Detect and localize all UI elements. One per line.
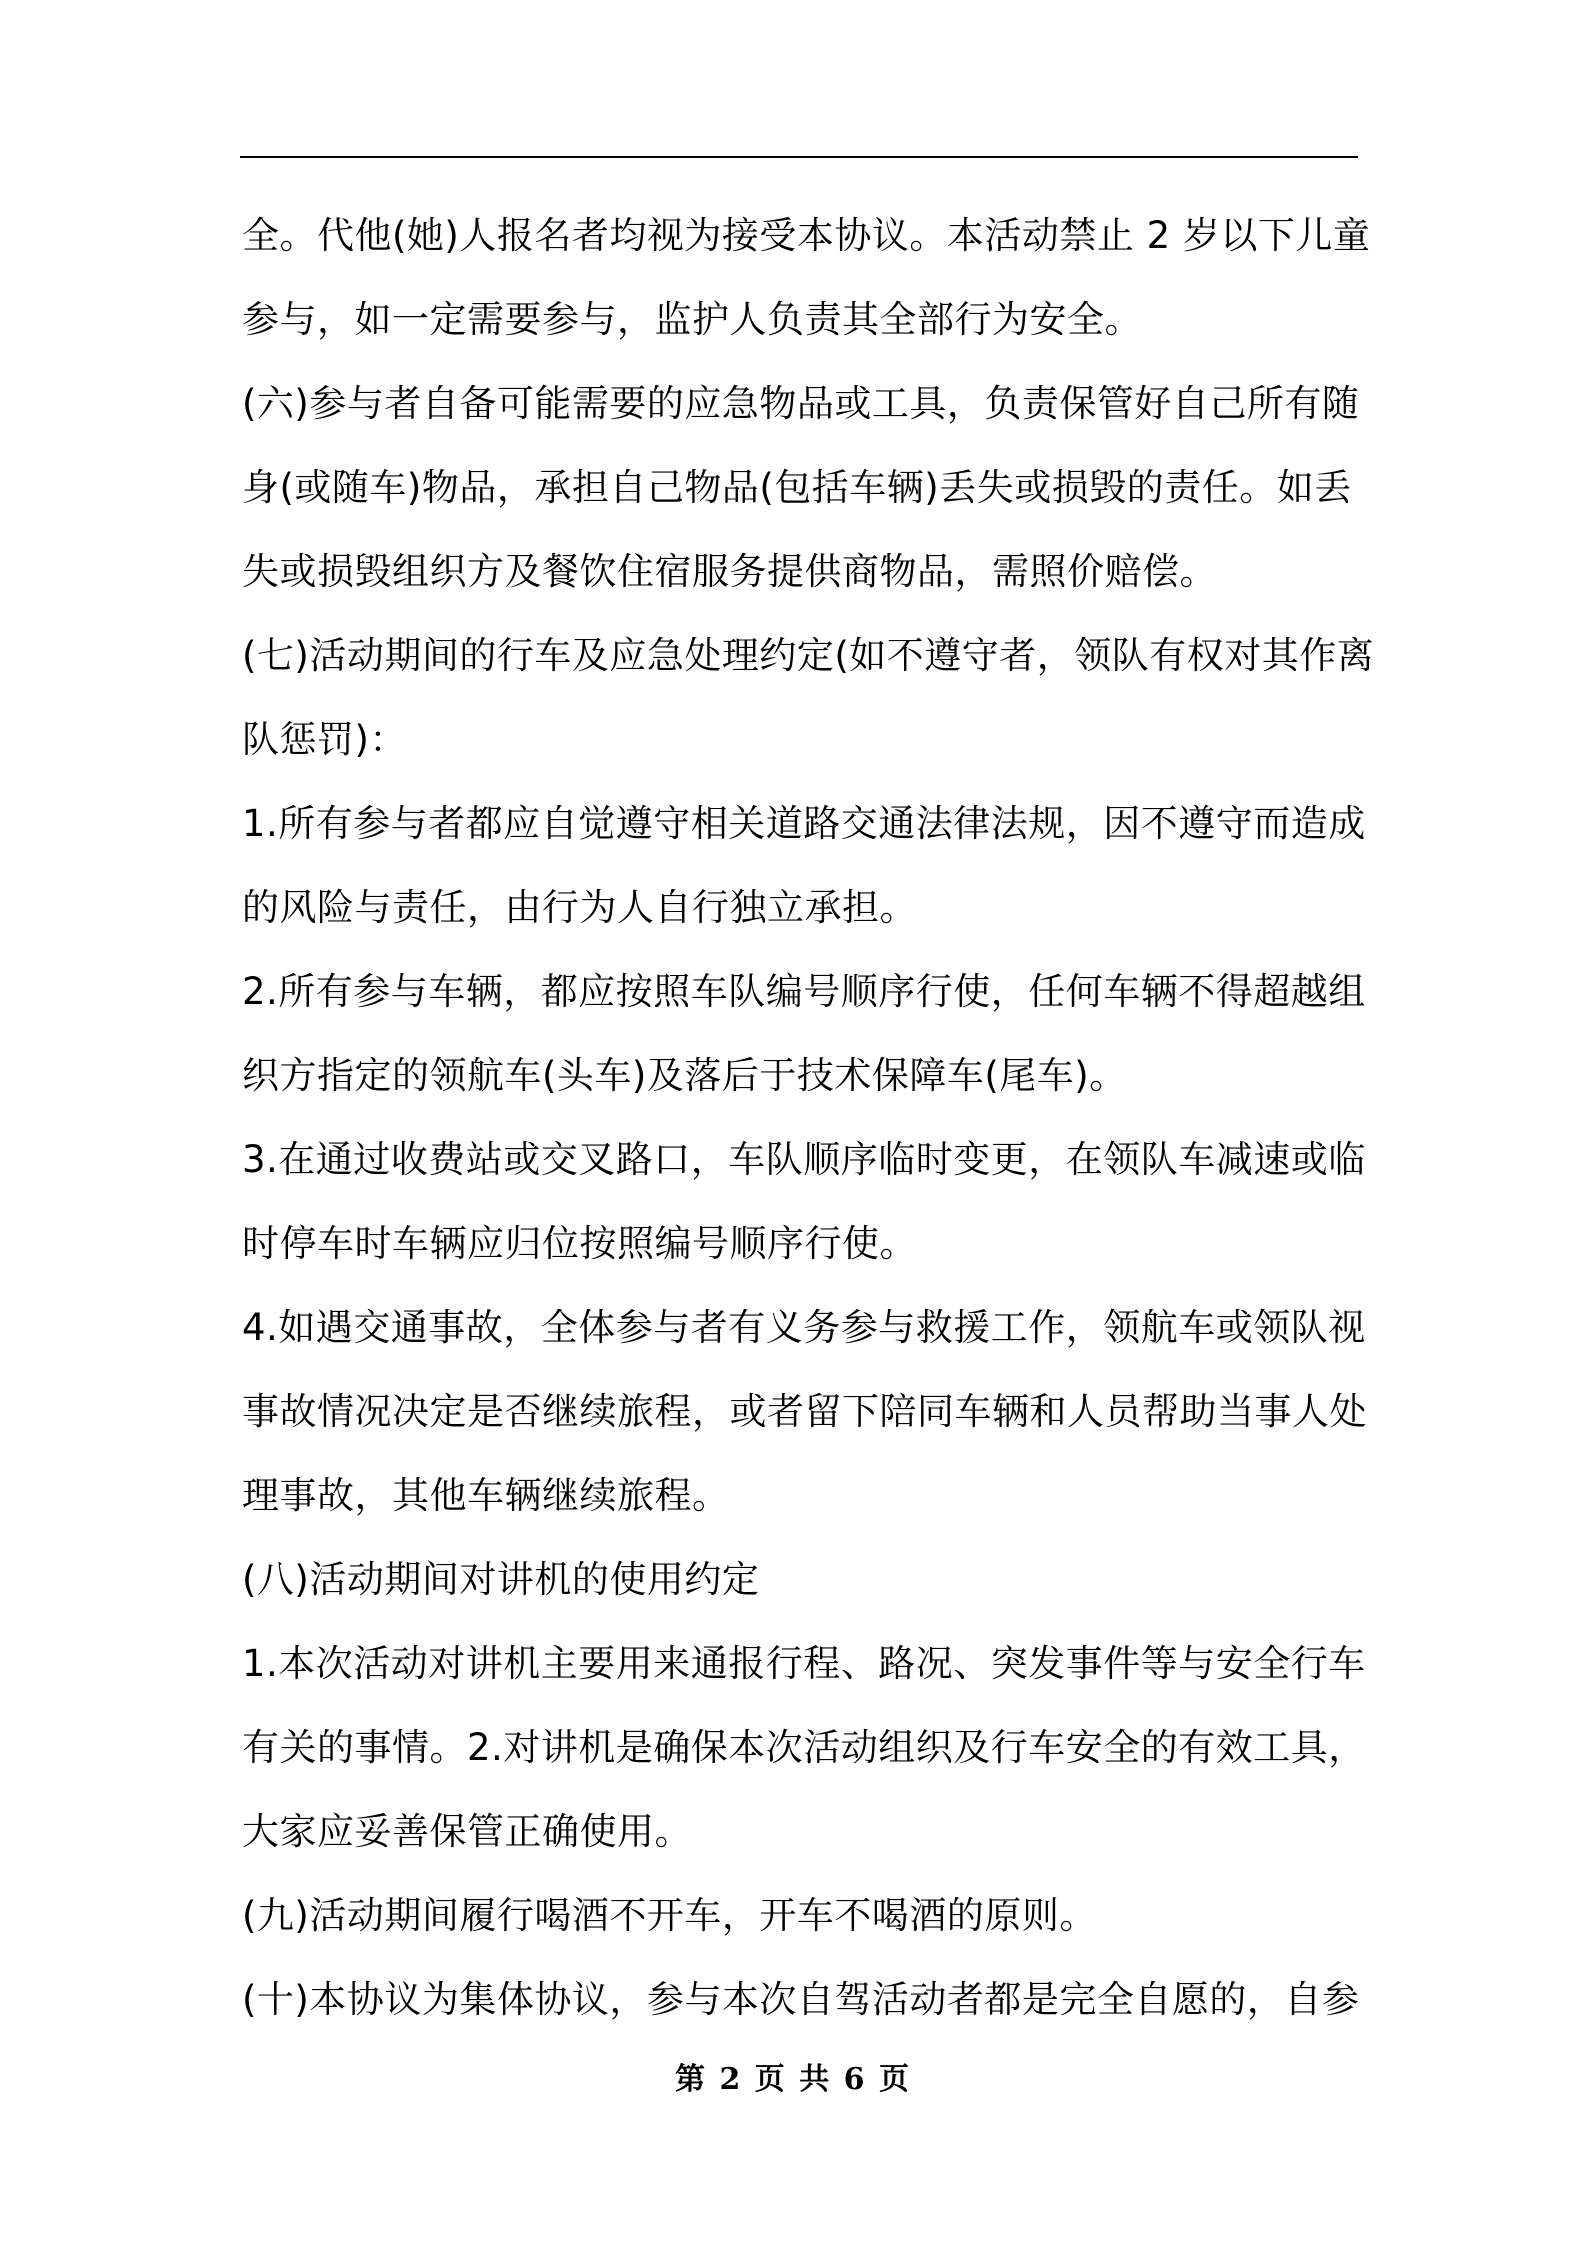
text-line: 有关的事情。2.对讲机是确保本次活动组织及行车安全的有效工具，: [242, 1726, 1366, 1769]
text-line: 身(或随车)物品，承担自己物品(包括车辆)丢失或损毁的责任。如丢: [242, 466, 1352, 509]
text-line: 时停车时车辆应归位按照编号顺序行使。: [242, 1222, 917, 1265]
text-line: 队惩罚)：: [242, 718, 407, 761]
text-line: 1.本次活动对讲机主要用来通报行程、路况、突发事件等与安全行车: [242, 1642, 1366, 1685]
text-line: (八)活动期间对讲机的使用约定: [242, 1558, 760, 1601]
text-line: 参与，如一定需要参与，监护人负责其全部行为安全。: [242, 298, 1142, 341]
text-line: 事故情况决定是否继续旅程，或者留下陪同车辆和人员帮助当事人处: [242, 1390, 1367, 1433]
text-line: 3.在通过收费站或交叉路口，车队顺序临时变更，在领队车减速或临: [242, 1138, 1366, 1181]
text-line: 4.如遇交通事故，全体参与者有义务参与救援工作，领航车或领队视: [242, 1306, 1366, 1349]
text-line: 全。代他(她)人报名者均视为接受本协议。本活动禁止 2 岁以下儿童: [242, 214, 1371, 257]
text-line: (十)本协议为集体协议，参与本次自驾活动者都是完全自愿的，自参: [242, 1978, 1360, 2021]
text-line: 大家应妥善保管正确使用。: [242, 1810, 692, 1853]
text-line: 的风险与责任，由行为人自行独立承担。: [242, 886, 917, 929]
header-rule: [240, 156, 1358, 158]
text-line: (六)参与者自备可能需要的应急物品或工具，负责保管好自己所有随: [242, 382, 1360, 425]
page-number: 第 2 页 共 6 页: [675, 2062, 911, 2097]
text-line: (九)活动期间履行喝酒不开车，开车不喝酒的原则。: [242, 1894, 1097, 1937]
text-line: 失或损毁组织方及餐饮住宿服务提供商物品，需照价赔偿。: [242, 550, 1217, 593]
text-line: (七)活动期间的行车及应急处理约定(如不遵守者，领队有权对其作离: [242, 634, 1375, 677]
document-body: [242, 194, 1375, 2042]
text-line: 1.所有参与者都应自觉遵守相关道路交通法律法规，因不遵守而造成: [242, 802, 1366, 845]
text-line: 织方指定的领航车(头车)及落后于技术保障车(尾车)。: [242, 1054, 1127, 1097]
text-line: 2.所有参与车辆，都应按照车队编号顺序行使，任何车辆不得超越组: [242, 970, 1366, 1013]
text-line: 理事故，其他车辆继续旅程。: [242, 1474, 730, 1517]
